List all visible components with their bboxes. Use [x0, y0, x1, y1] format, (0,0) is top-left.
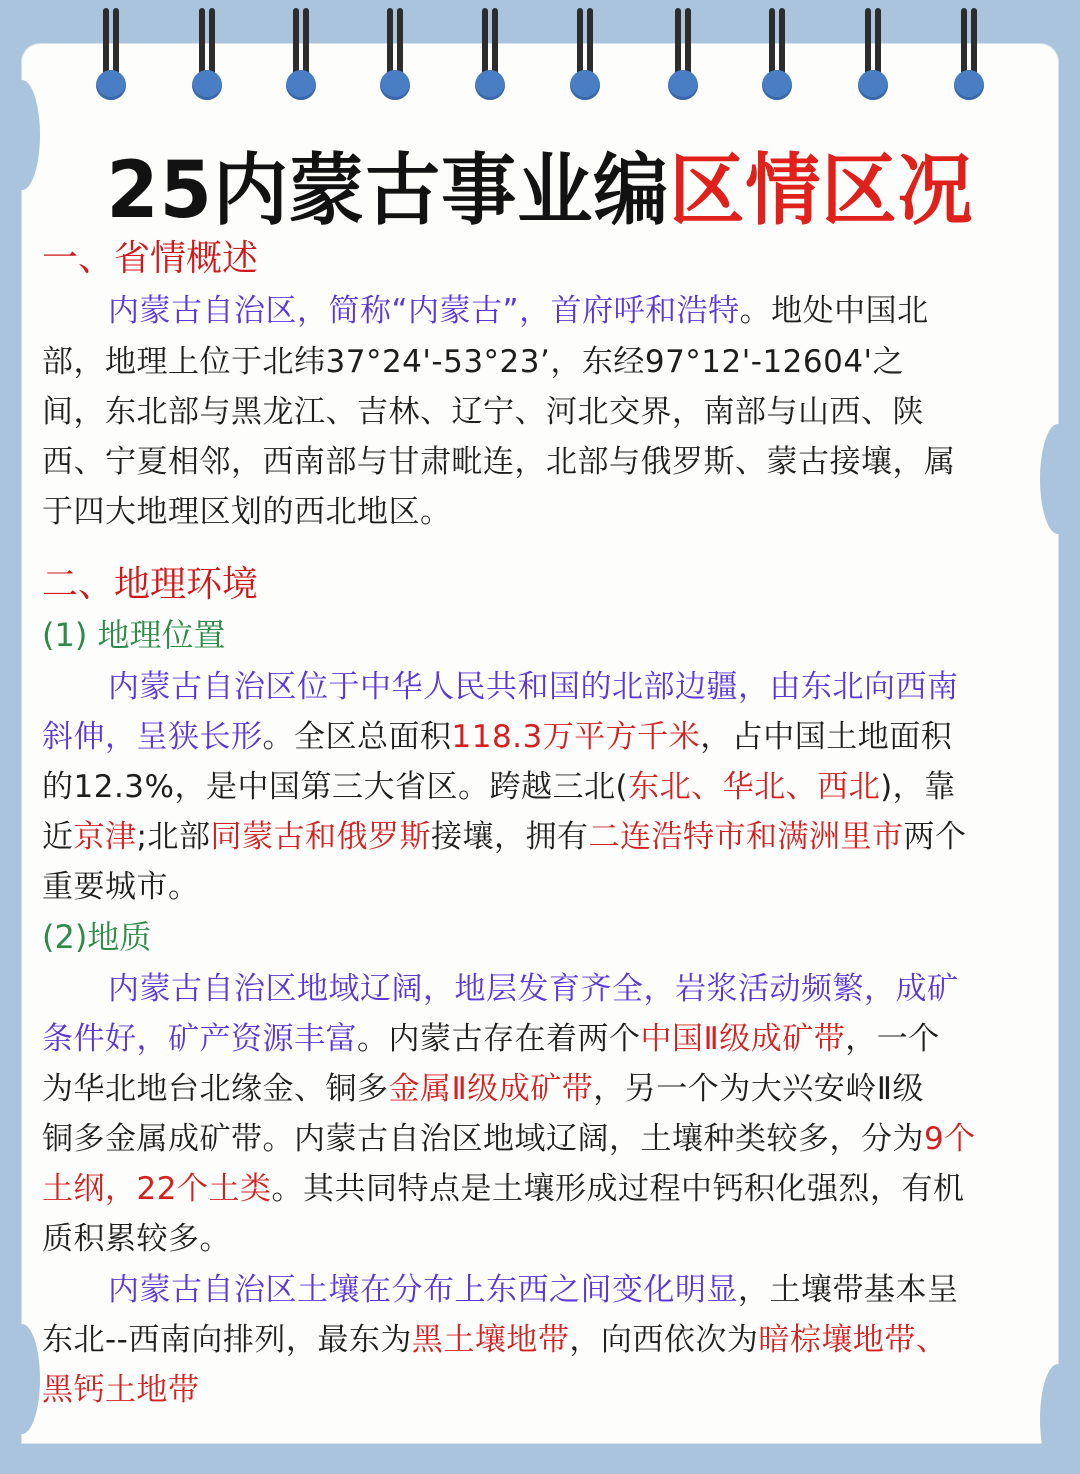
text-run: ;北部	[136, 819, 211, 855]
text-emphasis: 同蒙古和俄罗斯	[210, 819, 431, 855]
text-line	[42, 1013, 940, 1058]
text-run: 两个	[903, 819, 967, 855]
text-line: 重要城市。	[42, 869, 200, 905]
text-line	[42, 711, 952, 756]
text-highlight: 条件好，矿产资源丰富	[42, 1021, 357, 1057]
text-run: 。内蒙古存在着两个	[357, 1021, 641, 1057]
page-notch	[1040, 424, 1076, 534]
page-notch	[1040, 1364, 1076, 1474]
page-title	[20, 128, 1060, 240]
text-highlight: 内蒙古自治区，简称“内蒙古”，首府呼和浩特	[108, 293, 740, 329]
binder-ring-icon	[190, 8, 224, 108]
binder-ring-icon	[378, 8, 412, 108]
text-emphasis: 京津	[73, 819, 137, 855]
text-run: 铜多金属成矿带。内蒙古自治区地域辽阔，土壤种类较多，分为	[42, 1121, 924, 1157]
text-line: 部，地理上位于北纬37°24'-53°23’，东经97°12'-12604'之	[42, 344, 905, 380]
text-run: )，靠	[880, 769, 956, 805]
text-run: ，一个	[845, 1021, 940, 1057]
binder-ring-icon	[94, 8, 128, 108]
text-line: 质积累较多。	[42, 1221, 231, 1257]
binder-ring-icon	[666, 8, 700, 108]
text-run: ，土壤带基本呈	[738, 1272, 959, 1308]
text-line	[108, 661, 959, 706]
text-run: 接壤，拥有	[430, 819, 589, 855]
binder-ring-icon	[473, 8, 507, 108]
binder-ring-icon	[856, 8, 890, 108]
text-line	[108, 285, 929, 330]
text-line	[42, 761, 956, 806]
binder-rings	[0, 0, 1080, 110]
text-line	[42, 1364, 200, 1409]
text-emphasis: 二连浩特市和满洲里市	[588, 819, 904, 855]
text-emphasis: 土纲，22个土类	[42, 1171, 272, 1207]
text-emphasis: 黑土壤地带	[411, 1322, 570, 1358]
text-highlight: 内蒙古自治区地域辽阔，地层发育齐全，岩浆活动频繁，成矿	[108, 971, 959, 1007]
binder-ring-icon	[760, 8, 794, 108]
text-run: 的12.3%，是中国第三大省区。跨越三北(	[42, 769, 629, 805]
section-heading-overview: 一、省情概述	[42, 238, 259, 279]
text-run: 东北--西南向排列，最东为	[42, 1322, 412, 1358]
text-run: 。全区总面积	[262, 719, 452, 755]
text-line	[42, 1314, 947, 1359]
text-line	[42, 811, 966, 856]
text-line	[42, 1063, 924, 1108]
binder-ring-icon	[568, 8, 602, 108]
text-highlight: 内蒙古自治区土壤在分布上东西之间变化明显	[108, 1272, 738, 1308]
binder-ring-icon	[952, 8, 986, 108]
text-line: 于四大地理区划的西北地区。	[42, 494, 452, 530]
text-emphasis: 东北、华北、西北	[628, 769, 881, 805]
text-emphasis: 黑钙土地带	[42, 1372, 200, 1408]
text-run: 。地处中国北	[739, 293, 929, 329]
text-run: 。其共同特点是土壤形成过程中钙积化强烈，有机	[271, 1171, 965, 1207]
text-line	[108, 963, 959, 1008]
title-black-text: 25内蒙古事业编	[106, 146, 670, 236]
section-heading-geography: 二、地理环境	[42, 564, 259, 605]
title-red-text: 区情区况	[669, 146, 974, 236]
subheading-geology: (2)地质	[42, 918, 152, 956]
text-run: ，向西依次为	[569, 1322, 759, 1358]
text-line	[42, 1163, 964, 1208]
text-highlight: 内蒙古自治区位于中华人民共和国的北部边疆，由东北向西南	[108, 669, 959, 705]
text-run: 近	[42, 819, 74, 855]
text-run: ，占中国土地面积	[700, 719, 953, 755]
text-line: 西、宁夏相邻，西南部与甘肃毗连，北部与俄罗斯、蒙古接壤，属	[42, 444, 956, 480]
page-notch	[4, 1324, 40, 1434]
text-emphasis: 暗棕壤地带、	[758, 1322, 948, 1358]
binder-ring-icon	[284, 8, 318, 108]
subheading-location: (1) 地理位置	[42, 616, 226, 654]
text-highlight: 斜伸，呈狭长形	[42, 719, 263, 755]
text-line	[108, 1264, 959, 1309]
text-emphasis: 金属Ⅱ级成矿带	[388, 1071, 594, 1107]
text-line: 间，东北部与黑龙江、吉林、辽宁、河北交界，南部与山西、陕	[42, 394, 924, 430]
text-emphasis: 中国Ⅱ级成矿带	[640, 1021, 846, 1057]
text-run: ，另一个为大兴安岭Ⅱ级	[593, 1071, 925, 1107]
text-line	[42, 1113, 976, 1158]
text-run: 为华北地台北缘金、铜多	[42, 1071, 389, 1107]
text-emphasis: 9个	[924, 1121, 976, 1157]
text-emphasis: 118.3万平方千米	[451, 719, 701, 755]
